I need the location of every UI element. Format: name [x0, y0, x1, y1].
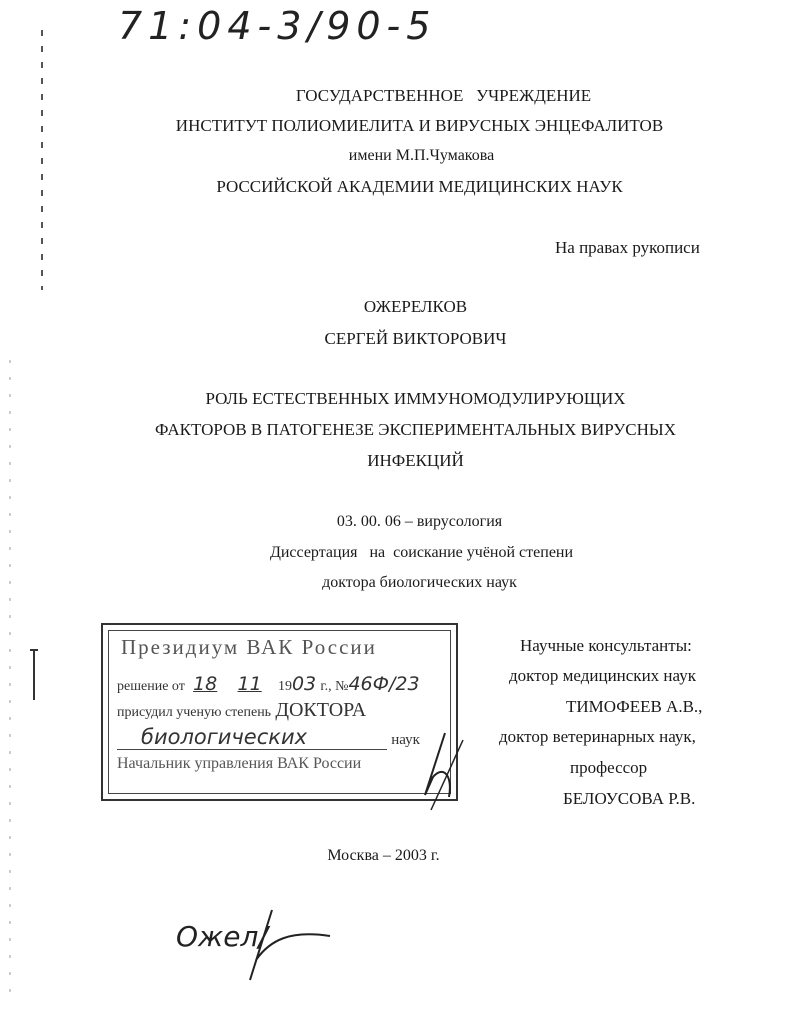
specialty-code: 03. 00. 06 – вирусология — [336, 513, 503, 530]
consultants-heading: Научные консультанты: — [520, 636, 692, 655]
vak-stamp — [101, 623, 458, 801]
stamp-title: Президиум ВАК России — [121, 635, 377, 659]
stamp-field-hand: биологических — [117, 725, 387, 750]
handwritten-code: 71:04-3/90-5 — [118, 4, 437, 48]
place-year: Москва – 2003 г. — [327, 847, 440, 864]
degree-line: доктора биологических наук — [322, 574, 517, 591]
institution-type: ГОСУДАРСТВЕННОЕ УЧРЕЖДЕНИЕ — [295, 86, 592, 105]
signature-stroke — [220, 900, 340, 990]
stamp-award-text: присудил ученую степень — [117, 705, 272, 720]
dissertation-title-line: РОЛЬ ЕСТЕСТВЕННЫХ ИММУНОМОДУЛИРУЮЩИХ — [205, 389, 626, 408]
stamp-year: 03 — [291, 673, 317, 695]
stamp-award-line — [117, 699, 366, 722]
author-surname: ОЖЕРЕЛКОВ — [363, 297, 468, 316]
stamp-number-prefix: г., № — [320, 679, 349, 694]
stamp-year-prefix: 19 — [277, 679, 292, 694]
stamp-signature — [403, 725, 473, 815]
consultant-1-name: ТИМОФЕЕВ А.В., — [566, 697, 703, 716]
institution-name: ИНСТИТУТ ПОЛИОМИЕЛИТА И ВИРУСНЫХ ЭНЦЕФАЛИТОВ — [175, 116, 664, 135]
stamp-field-line — [117, 725, 441, 750]
consultant-1-title: доктор медицинских наук — [509, 666, 696, 685]
dissertation-title-line: ИНФЕКЦИЙ — [367, 451, 464, 470]
stamp-field-suffix: наук — [391, 732, 420, 748]
consultant-2-rank: профессор — [570, 758, 648, 777]
degree-line: Диссертация на соискание учёной степени — [269, 544, 574, 561]
stamp-decision-prefix: решение от — [117, 679, 185, 694]
stamp-month: 11 — [237, 673, 262, 695]
stamp-footer: Начальник управления ВАК России — [117, 755, 362, 772]
signature-flourish — [250, 910, 330, 980]
stamp-degree-level: ДОКТОРА — [275, 699, 367, 721]
stamp-number: 46Ф/23 — [348, 673, 420, 695]
author-given-names: СЕРГЕЙ ВИКТОРОВИЧ — [324, 329, 507, 348]
bracket-mark — [30, 650, 38, 700]
academy-name: РОССИЙСКОЙ АКАДЕМИИ МЕДИЦИНСКИХ НАУК — [216, 177, 623, 196]
stamp-day: 18 — [193, 673, 218, 695]
consultant-2-name: БЕЛОУСОВА Р.В. — [563, 789, 696, 808]
stamp-signature-stroke — [425, 733, 450, 797]
signature-handwritten: Ожел/ — [176, 920, 268, 953]
manuscript-note: На правах рукописи — [555, 238, 700, 257]
dissertation-title-line: ФАКТОРОВ В ПАТОГЕНЕЗЕ ЭКСПЕРИМЕНТАЛЬНЫХ ВИРУСНЫХ — [154, 420, 677, 439]
consultant-2-title: доктор ветеринарных наук, — [499, 727, 696, 746]
institution-eponym: имени М.П.Чумакова — [348, 147, 495, 164]
stamp-decision-line — [117, 673, 420, 695]
